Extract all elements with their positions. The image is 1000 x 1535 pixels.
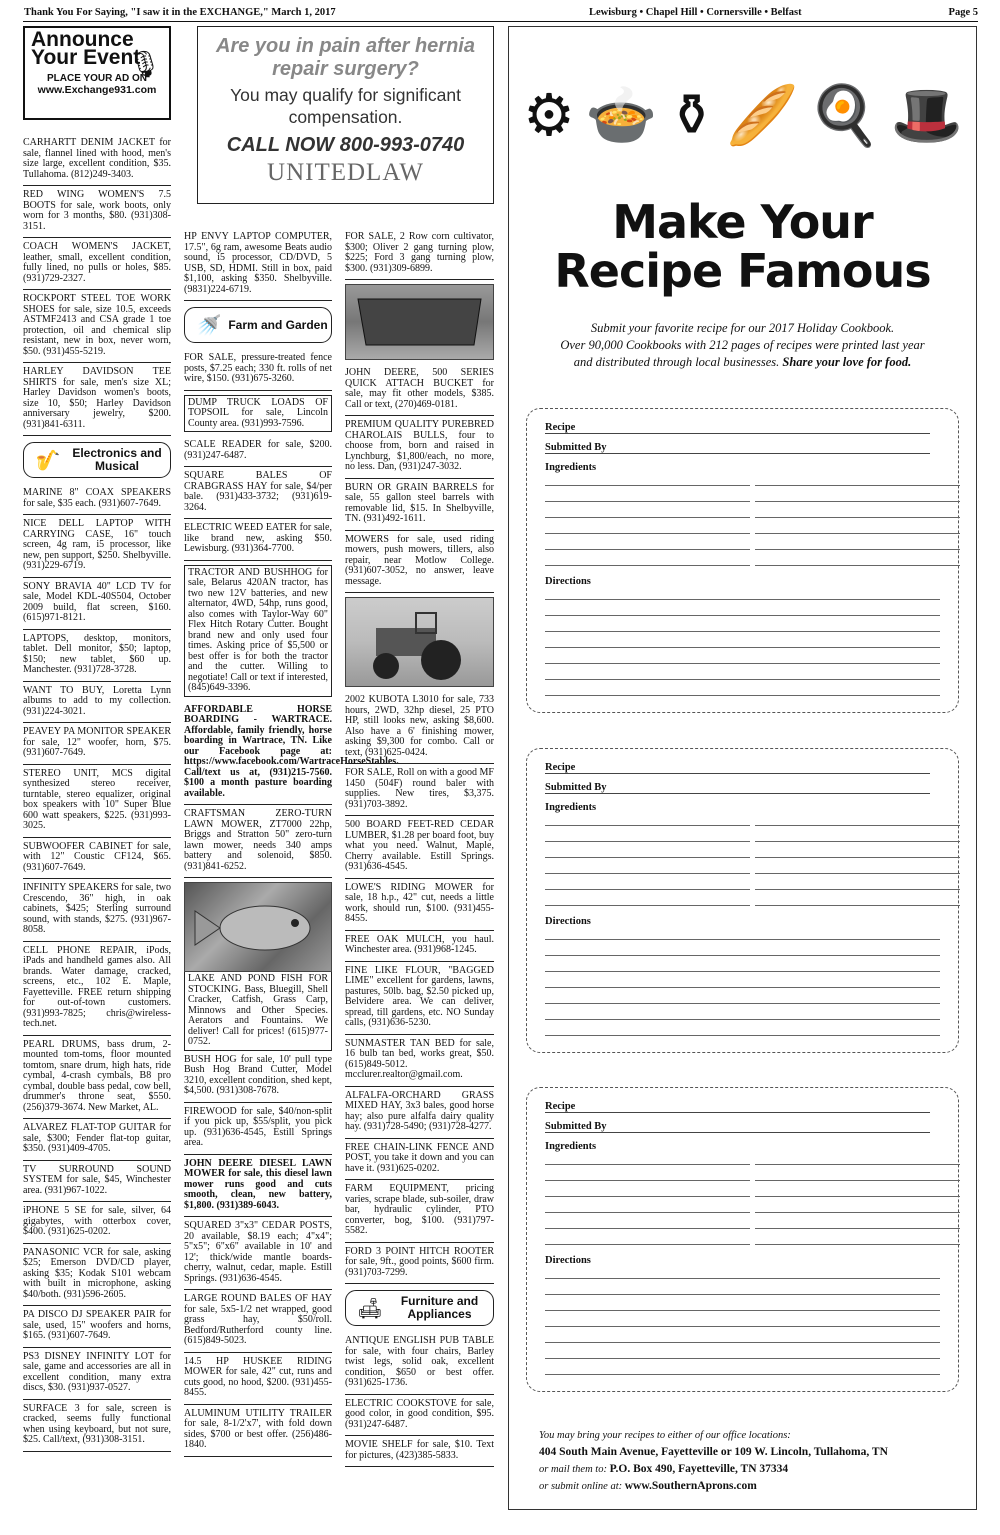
rolling-pin-icon: 🥖 — [726, 81, 799, 149]
classified-ad: PS3 DISNEY INFINITY LOT for sale, game and accessories are all in excellent condition, many extra discs, $30. (931)937-0527. — [23, 1348, 171, 1400]
header-left: Thank You For Saying, "I saw it in the EXCHANGE," March 1, 2017 — [24, 7, 336, 18]
recipe-field[interactable]: Recipe — [545, 1100, 930, 1113]
directions-label: Directions — [545, 1255, 591, 1266]
classified-ad: ALFALFA-ORCHARD GRASS MIXED HAY, 3x3 bales, good horse hay; also pure alfalfa dairy quality hay. (931)728-5490; (931)728-4277. — [345, 1087, 494, 1139]
classified-ad: PEAVEY PA MONITOR SPEAKER for sale, 12" woofer, horn, $75. (931)607-7649. — [23, 723, 171, 765]
ingredient-line[interactable] — [755, 873, 960, 874]
category-label: Farm and Garden — [228, 317, 328, 332]
ingredient-line[interactable] — [545, 825, 750, 826]
recipe-contest-ad — [508, 26, 977, 1510]
hernia-question: Are you in pain after hernia repair surgery? — [216, 35, 475, 80]
ingredient-line[interactable] — [755, 485, 960, 486]
recipe-footer: You may bring your recipes to either of our office locations: 404 South Main Avenue, Fayetteville or 109 W. Lincoln, Tullahoma, TN or mail them to: P.O. Box 490, Fayetteville, TN 37334 or submit online at: www.SouthernAprons.com — [539, 1430, 888, 1492]
classified-ad: HARLEY DAVIDSON TEE SHIRTS for sale, men's size XL; Harley Davidson women's boots, size 10, $50; Harley Davidson anniversary jewelry, $200. (931)841-6311. — [23, 363, 171, 436]
classified-ad: FOR SALE, Roll on with a good MF 1450 (504F) round baler with supplies. New tires, $3,375. (931)703-3892. — [345, 764, 494, 816]
directions-line[interactable] — [545, 1003, 940, 1004]
classified-ad: PEARL DRUMS, bass drum, 2-mounted tom-toms, floor mounted tomtom, snare drum, high hats, ride cymbal, 4-crash cymbals, B8 pro cymbal, double bass pedal, cow bell, drummer's throne seat, $550. (256)379-3674. New Market, AL. — [23, 1036, 171, 1120]
microphone-icon: 🎙 — [127, 50, 161, 80]
directions-line[interactable] — [545, 939, 940, 940]
ingredient-line[interactable] — [755, 841, 960, 842]
recipe-form-card — [526, 748, 959, 1053]
ingredient-line[interactable] — [545, 1164, 750, 1165]
column-1 — [23, 26, 171, 1452]
classified-ad: HP ENVY LAPTOP COMPUTER, 17.5", 6g ram, awesome Beats audio sound, i5 processor, CD/DVD, 5 USB, SD, HDMI. Still in box, paid $1,100, asking $350. Shelbyville. (9831)224-6719. — [184, 228, 332, 301]
directions-line[interactable] — [545, 955, 940, 956]
classified-ad: FREE CHAIN-LINK FENCE AND POST, you take it down and you can have it. (931)625-0202. — [345, 1139, 494, 1181]
ingredient-line[interactable] — [755, 889, 960, 890]
hernia-call: CALL NOW 800-993-0740 — [226, 134, 465, 156]
classified-ad: LARGE ROUND BALES OF HAY for sale, 5x5-1/2 net wrapped, good grass hay, $50/roll. Bedford/Rutherford county line. (615)849-5023. — [184, 1290, 332, 1353]
unitedlaw-logo: UNITEDLAW — [267, 159, 424, 186]
classified-ad: ELECTRIC WEED EATER for sale, like brand new, asking $50. Lewisburg. (931)364-7700. — [184, 519, 332, 561]
classified-ad: PREMIUM QUALITY PUREBRED CHAROLAIS BULLS, four to choose from, born and raised in Lynchburg, $1,800/each, no more, no less. Dan, (931)247-3032. — [345, 416, 494, 479]
classified-ad: iPHONE 5 SE for sale, silver, 64 gigabytes, with otterbox cover, $400. (931)625-0202. — [23, 1202, 171, 1244]
classified-ad: LAPTOPS, desktop, monitors, tablet. Dell monitor, $50; laptop, $150; new tablet, $60 up. Manchester. (931)728-3728. — [23, 630, 171, 682]
directions-label: Directions — [545, 916, 591, 927]
announce-event-ad[interactable] — [23, 26, 171, 120]
classified-ad: SONY BRAVIA 40" LCD TV for sale, Model KDL-40S504, October 2009 build, flat screen, $160. (615)971-8121. — [23, 578, 171, 630]
classified-ad: WANT TO BUY, Loretta Lynn albums to add to my collection. (931)224-3021. — [23, 682, 171, 724]
ingredient-line[interactable] — [755, 1180, 960, 1181]
bucket-photo — [345, 284, 494, 360]
ingredient-line[interactable] — [545, 1196, 750, 1197]
ingredient-line[interactable] — [755, 1164, 960, 1165]
ingredient-line[interactable] — [545, 889, 750, 890]
mixer-icon: ⚙ — [523, 81, 575, 149]
classified-ad: CARHARTT DENIM JACKET for sale, flannel lined with hood, men's size large, excellent condition, $35. Tullahoma. (812)249-3403. — [23, 134, 171, 186]
classified-ad: SQUARE BALES OF CRABGRASS HAY for sale, $4/per bale. (931)433-3732; (931)619-3264. — [184, 467, 332, 519]
classified-ad: LAKE AND POND FISH FOR STOCKING. Bass, Bluegill, Shell Cracker, Catfish, Grass Carp, Minnows and Other Species. Aerators and Fountains. We deliver! Call for prices! (615)977-0752. — [184, 971, 332, 1051]
header-page-number: Page 5 — [948, 7, 978, 18]
announce-title: Announce Your Event — [31, 28, 141, 69]
fish-photo — [184, 882, 332, 972]
sofa-icon: 🛋 — [357, 1296, 383, 1320]
classified-ad: TRACTOR AND BUSHHOG for sale, Belarus 420AN tractor, has two new 12V batteries, and new alternator, 4WD, 54hp, runs good, also comes with Taylor-Way 60" Flex Hitch Rotary Cutter. Bought brand new and only used four times. Asking price of $5,500 or best offer is for both the tractor and the cutter. Willing to negotiate! Call or text if interested, (845)649-3396. — [184, 565, 332, 697]
classified-ad: CELL PHONE REPAIR, iPods, iPads and handheld games also. All brands. Water damage, cracked, screens, etc., 102 E. Maple, Fayetteville. FREE return shipping for out-of-town customers. (931)993-7825; chris@wireless-tech.net. — [23, 942, 171, 1036]
ingredient-line[interactable] — [545, 841, 750, 842]
directions-line[interactable] — [545, 1035, 940, 1036]
classified-ad: ALVAREZ FLAT-TOP GUITAR for sale, $300; Fender flat-top guitar, $350. (931)409-4705. — [23, 1119, 171, 1161]
ingredient-line[interactable] — [545, 501, 750, 502]
ingredient-line[interactable] — [755, 517, 960, 518]
directions-line[interactable] — [545, 1342, 940, 1343]
classified-ad: PA DISCO DJ SPEAKER PAIR for sale, used, 15" woofers and horns, $165. (931)607-7649. — [23, 1306, 171, 1348]
classified-ad: SQUARED 3"x3" CEDAR POSTS, 20 available, $8.19 each; 4"x4"; 5"x5"; 6"x6" available in 10' and 12'; thick/wide mantle boards-cherry, walnut, cedar, maple. Estill Springs. (931)636-4545. — [184, 1217, 332, 1290]
ingredients-label: Ingredients — [545, 462, 597, 473]
header-center: Lewisburg • Chapel Hill • Cornersville • Belfast — [589, 7, 802, 18]
hernia-qualify: You may qualify for significant compensation. — [230, 85, 461, 127]
ingredient-line[interactable] — [545, 517, 750, 518]
classified-ad: SCALE READER for sale, $200. (931)247-6487. — [184, 436, 332, 467]
submitted-by-field[interactable]: Submitted By — [545, 781, 930, 794]
classified-ad: SUBWOOFER CABINET for sale, with 12" Coustic CF124, $65. (931)607-7649. — [23, 838, 171, 880]
recipe-subtitle: Submit your favorite recipe for our 2017 Holiday Cookbook. Over 90,000 Cookbooks with 212 pages of recipes were printed last year and distributed through local businesses. Share your love for food. — [560, 321, 925, 369]
ingredient-line[interactable] — [755, 533, 960, 534]
pot-icon: 🍲 — [585, 81, 658, 149]
category-farm — [184, 307, 332, 343]
classified-ad: FREE OAK MULCH, you haul. Winchester area. (931)968-1245. — [345, 931, 494, 962]
directions-line[interactable] — [545, 987, 940, 988]
category-label: Furniture and Appliances — [400, 1294, 479, 1321]
classified-ad: JOHN DEERE, 500 SERIES QUICK ATTACH BUCKET for sale, may fit other models, $385. Call or text, (270)469-0181. — [345, 364, 494, 416]
classified-ad: BUSH HOG for sale, 10' pull type Bush Hog Brand Cutter, Model 3210, excellent condition, shed kept, $4,500. (931)308-7678. — [184, 1051, 332, 1103]
classified-ad: BURN OR GRAIN BARRELS for sale, 55 gallon steel barrels with removable lid, $15. In Shelbyville, TN. (931)492-1611. — [345, 479, 494, 531]
ingredient-line[interactable] — [755, 825, 960, 826]
ingredient-line[interactable] — [755, 565, 960, 566]
directions-line[interactable] — [545, 1294, 940, 1295]
ingredient-line[interactable] — [755, 1228, 960, 1229]
ingredient-line[interactable] — [755, 905, 960, 906]
directions-line[interactable] — [545, 647, 940, 648]
recipe-form-card — [526, 408, 959, 713]
ingredient-line[interactable] — [545, 533, 750, 534]
ingredient-line[interactable] — [755, 1196, 960, 1197]
classified-ad: FINE LIKE FLOUR, "BAGGED LIME" excellent for gardens, lawns, pastures, 50lb. bag, $2.50 picked up, Belvidere area. We can deliver, spread, till gardens, etc. NO Sunday calls, (931)636-5230. — [345, 962, 494, 1035]
classified-ad: COACH WOMEN'S JACKET, leather, small, excellent condition, fully lined, no pulls or holes, $85. (931)729-2327. — [23, 238, 171, 290]
classified-ad: ANTIQUE ENGLISH PUB TABLE for sale, with four chairs, Barley twist legs, solid oak, excellent condition, $650 or best offer. (931)625-1736. — [345, 1332, 494, 1395]
tractor-photo — [345, 597, 494, 687]
category-label: Electronics and Musical — [72, 446, 162, 473]
submitted-by-field[interactable]: Submitted By — [545, 1120, 930, 1133]
column-3 — [345, 228, 494, 1467]
classified-ad: FOR SALE, pressure-treated fence posts, $7.25 each; 330 ft. rolls of net wire, $150. (931)675-3260. — [184, 349, 332, 391]
blender-icon: ⚱ — [667, 81, 717, 149]
directions-line[interactable] — [545, 663, 940, 664]
recipe-field[interactable]: Recipe — [545, 421, 930, 434]
ingredient-line[interactable] — [545, 857, 750, 858]
saxophone-icon: 🎷 — [35, 448, 61, 472]
directions-line[interactable] — [545, 1358, 940, 1359]
ingredients-label: Ingredients — [545, 802, 597, 813]
ingredients-label: Ingredients — [545, 1141, 597, 1152]
classified-ad: CRAFTSMAN ZERO-TURN LAWN MOWER, ZT7000 22hp, Briggs and Stratton 50" zero-turn lawn mower, needs 340 amps battery and solenoid, $850. (931)841-6252. — [184, 805, 332, 878]
watering-can-icon: 🚿 — [196, 313, 222, 337]
directions-line[interactable] — [545, 599, 940, 600]
recipe-title: Make Your Recipe Famous — [554, 195, 931, 298]
classified-ad: FARM EQUIPMENT, pricing varies, scrape blade, sub-soiler, draw bar, hydraulic cylinder, PTO converter, bog, $100. (931)797-5582. — [345, 1180, 494, 1243]
announce-url[interactable]: www.Exchange931.com — [37, 84, 157, 96]
ingredient-line[interactable] — [545, 1180, 750, 1181]
directions-line[interactable] — [545, 679, 940, 680]
classified-ad: ELECTRIC COOKSTOVE for sale, good color, in good condition, $95. (931)247-6487. — [345, 1395, 494, 1437]
fish-image — [185, 883, 331, 972]
column-2 — [184, 228, 399, 1457]
directions-line[interactable] — [545, 1326, 940, 1327]
classified-ad: MOVIE SHELF for sale, $10. Text for pictures, (423)385-5833. — [345, 1436, 494, 1467]
recipe-form-card — [526, 1087, 959, 1392]
ingredient-line[interactable] — [545, 905, 750, 906]
ingredient-line[interactable] — [755, 1212, 960, 1213]
directions-line[interactable] — [545, 1374, 940, 1375]
ingredient-line[interactable] — [545, 549, 750, 550]
classified-ad: ALUMINUM UTILITY TRAILER for sale, 8-1/2'x7', with fold down sides, $700 or best offer. (256)486-1840. — [184, 1405, 332, 1457]
directions-line[interactable] — [545, 615, 940, 616]
ingredient-line[interactable] — [545, 1228, 750, 1229]
category-furniture — [345, 1290, 494, 1326]
ingredient-line[interactable] — [545, 1212, 750, 1213]
classified-ad: STEREO UNIT, MCS digital synthesized stereo receiver, turntable, stereo equalizer, original box speakers with 10" Super Blue 600 watt speakers, $225. (931)993-3025. — [23, 765, 171, 838]
kitchen-icons — [523, 75, 963, 155]
classified-ad: RED WING WOMEN'S 7.5 BOOTS for sale, work boots, only worn for 3 months, $80. (931)308-3151. — [23, 186, 171, 238]
classified-ad: 500 BOARD FEET-RED CEDAR LUMBER, $1.28 per board foot, buy what you need. Walnut, Maple, Cherry available. Estill Springs. (931)636-4545. — [345, 816, 494, 879]
ingredient-line[interactable] — [545, 873, 750, 874]
ingredient-line[interactable] — [545, 485, 750, 486]
classified-ad: 14.5 HP HUSKEE RIDING MOWER for sale, 42" cut, runs and cuts good, no hood, $200. (931)455-8455. — [184, 1353, 332, 1405]
classified-ad: MOWERS for sale, used riding mowers, push mowers, tillers, also repair, near Motlow College. (931)607-3052, no answer, leave message. — [345, 531, 494, 594]
ingredient-line[interactable] — [545, 1244, 750, 1245]
ingredient-line[interactable] — [755, 501, 960, 502]
classified-ad: LOWE'S RIDING MOWER for sale, 18 h.p., 42" cut, needs a little work, should run, $100. (931)455-8455. — [345, 879, 494, 931]
classified-ad: FOR SALE, 2 Row corn cultivator, $300; Oliver 2 gang turning plow, $225; Ford 3 gang turning plow, $300. (931)309-6899. — [345, 228, 494, 280]
chef-hat-icon: 🎩 — [890, 81, 963, 149]
bucket-image — [346, 285, 493, 360]
recipe-field[interactable]: Recipe — [545, 761, 930, 774]
classified-ad: DUMP TRUCK LOADS OF TOPSOIL for sale, Lincoln County area. (931)993-7596. — [184, 395, 332, 433]
classified-ad: SUNMASTER TAN BED for sale, 16 bulb tan bed, works great, $50. (615)849-5012. mcclurer.realtor@gmail.com. — [345, 1035, 494, 1087]
submitted-by-field[interactable]: Submitted By — [545, 441, 930, 454]
classified-ad: FIREWOOD for sale, $40/non-split if you pick up, $55/split, you pick up. (931)636-4545, Estill Springs area. — [184, 1103, 332, 1155]
spatula-icon: 🍳 — [808, 81, 881, 149]
directions-line[interactable] — [545, 1019, 940, 1020]
classified-ad: JOHN DEERE DIESEL LAWN MOWER for sale, this diesel lawn mower runs good and cuts smooth, clean, new battery, $1,800. (931)389-6043. — [184, 1155, 332, 1218]
directions-line[interactable] — [545, 631, 940, 632]
directions-line[interactable] — [545, 1310, 940, 1311]
classified-ad: AFFORDABLE HORSE BOARDING - WARTRACE. Affordable, family friendly, horse boarding in Wartrace, TN. Like our Facebook page at: https://www.facebook.com/WartraceHorseStables. Call/text us at, (931)215-7560. $100 a month pasture boarding available. — [184, 701, 332, 806]
ingredient-line[interactable] — [545, 565, 750, 566]
header-rule — [23, 21, 978, 22]
classified-ad: NICE DELL LAPTOP WITH CARRYING CASE, 16" touch screen, 4g ram, i5 processor, like new, pen support, $250. Shelbyville. (931)229-6719. — [23, 515, 171, 578]
directions-line[interactable] — [545, 695, 940, 696]
classified-ad: PANASONIC VCR for sale, asking $25; Emerson DVD/CD player, asking $35; Kodak S101 webcam with built in microphone, asking $40/both. (931)596-2605. — [23, 1244, 171, 1307]
ingredient-line[interactable] — [755, 549, 960, 550]
ingredient-line[interactable] — [755, 1244, 960, 1245]
classified-ad: 2002 KUBOTA L3010 for sale, 733 hours, 2WD, 32hp diesel, 25 PTO HP, still looks new, asking $8,600. Also have a 6' finishing mower, asking $9,300 for combo. Call or text, (931)625-0424. — [345, 691, 494, 764]
classified-ad: TV SURROUND SOUND SYSTEM for sale, $45, Winchester area. (931)967-1022. — [23, 1161, 171, 1203]
directions-line[interactable] — [545, 971, 940, 972]
directions-label: Directions — [545, 576, 591, 587]
category-electronics — [23, 442, 171, 478]
classified-ad: MARINE 8" COAX SPEAKERS for sale, $35 each. (931)607-7649. — [23, 484, 171, 515]
classified-ad: INFINITY SPEAKERS for sale, two Crescendo, 36" high, in oak cabinets, $425; Sterling surround sound, with stands, $275. (931)967-8058. — [23, 879, 171, 942]
ingredient-line[interactable] — [755, 857, 960, 858]
classified-ad: ROCKPORT STEEL TOE WORK SHOES for sale, size 10.5, exceeds ASTMF2413 and CSA grade 1 toe protection, oil and chemical slip resistant, new in box, never worn, $50. (931)455-5219. — [23, 290, 171, 363]
classified-ad: SURFACE 3 for sale, screen is cracked, seems fully functional when using keyboard, but not sure, $25. Call/text, (931)308-3151. — [23, 1400, 171, 1452]
directions-line[interactable] — [545, 1278, 940, 1279]
classified-ad: FORD 3 POINT HITCH ROOTER for sale, 9ft., good points, $600 firm. (931)703-7299. — [345, 1243, 494, 1285]
tractor-image — [346, 598, 493, 687]
hernia-ad[interactable] — [197, 26, 494, 204]
announce-line1: PLACE YOUR AD ON — [46, 73, 147, 84]
